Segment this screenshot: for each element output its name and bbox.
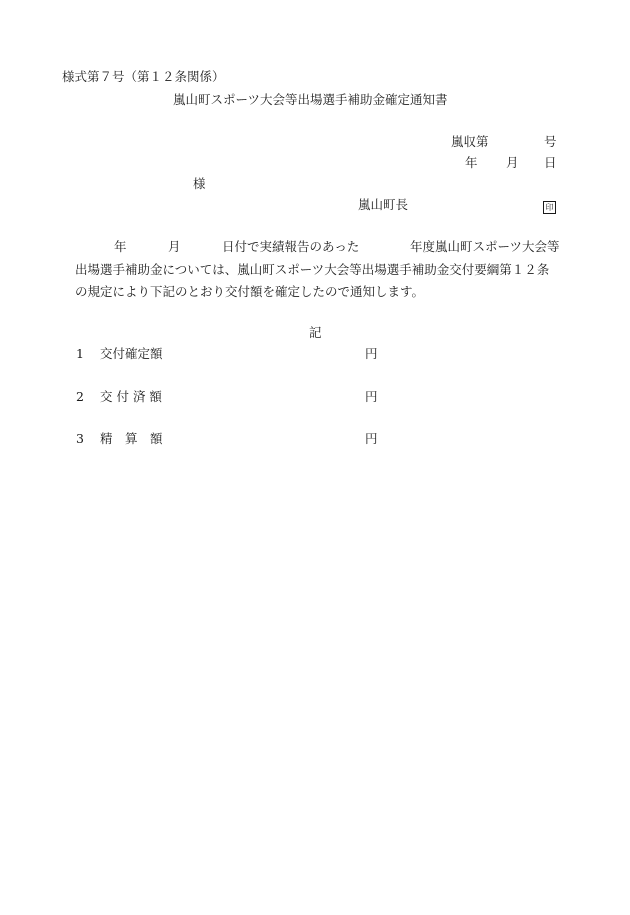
doc-number-prefix: 嵐収第 <box>451 134 489 149</box>
item-number: 1 <box>76 346 84 361</box>
body-line-3: の規定により下記のとおり交付額を確定したので通知します。 <box>75 284 425 299</box>
body-month: 月 <box>168 239 181 254</box>
date-year: 年 <box>465 155 478 170</box>
ki-heading: 記 <box>309 325 322 340</box>
item-number: 3 <box>76 431 84 446</box>
item-unit: 円 <box>365 389 378 404</box>
item-label: 交付確定額 <box>100 346 163 361</box>
item-label: 精 算 額 <box>100 431 163 446</box>
body-day-text: 日付で実績報告のあった <box>222 239 360 254</box>
item-unit: 円 <box>365 431 378 446</box>
issuer-name: 嵐山町長 <box>358 197 409 212</box>
body-year: 年 <box>114 239 127 254</box>
item-unit: 円 <box>365 346 378 361</box>
body-fiscal-text: 年度嵐山町スポーツ大会等 <box>410 239 560 254</box>
date-month: 月 <box>506 155 519 170</box>
date-day: 日 <box>544 155 557 170</box>
form-number: 様式第７号（第１２条関係） <box>62 69 225 84</box>
body-line-2: 出場選手補助金については、嵐山町スポーツ大会等出場選手補助金交付要綱第１２条 <box>75 262 550 277</box>
addressee-honorific: 様 <box>193 176 206 191</box>
item-label: 交 付 済 額 <box>100 389 162 404</box>
seal-mark <box>543 198 556 214</box>
doc-number-suffix: 号 <box>544 134 557 149</box>
seal-icon: 印 <box>543 201 556 214</box>
item-number: 2 <box>76 389 84 404</box>
document-title: 嵐山町スポーツ大会等出場選手補助金確定通知書 <box>173 92 448 107</box>
